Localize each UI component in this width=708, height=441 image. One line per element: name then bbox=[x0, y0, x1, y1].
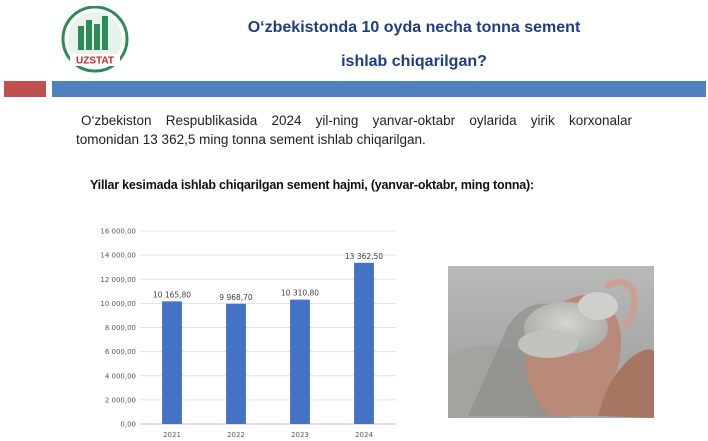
chart-heading: Yillar kesimada ishlab chiqarilgan sement hajmi, (yanvar-oktabr, ming tonna): bbox=[90, 178, 534, 192]
x-tick-label-2023: 2023 bbox=[291, 431, 309, 439]
page-title-line-1: O‘zbekistonda 10 oyda necha tonna sement bbox=[247, 19, 581, 36]
intro-paragraph-line-2: tomonidan 13 362,5 ming tonna sement ishlab chiqarilgan. bbox=[76, 132, 426, 147]
y-tick-label: 10 000,00 bbox=[100, 299, 136, 308]
accent-bar-blue bbox=[52, 81, 706, 97]
y-tick-label: 12 000,00 bbox=[100, 275, 136, 284]
bar-2022 bbox=[226, 304, 246, 424]
intro-paragraph-line-1: O‘zbekiston Respublikasida 2024 yil-ning yanvar-oktabr oylarida yirik korxonalar bbox=[81, 113, 632, 128]
x-tick-label-2024: 2024 bbox=[355, 431, 373, 439]
y-tick-label: 0,00 bbox=[120, 420, 136, 429]
data-label-2022: 9 968,70 bbox=[219, 292, 253, 302]
intro-paragraph bbox=[76, 111, 632, 149]
y-tick-label: 6 000,00 bbox=[104, 348, 136, 357]
y-tick-label: 16 000,00 bbox=[100, 227, 136, 236]
y-tick-label: 8 000,00 bbox=[104, 324, 136, 332]
bar-2021 bbox=[162, 301, 182, 424]
cement-production-chart bbox=[88, 220, 402, 441]
y-tick-label: 4 000,00 bbox=[104, 372, 136, 381]
page-title-line-2: ishlab chiqarilgan? bbox=[341, 53, 487, 70]
accent-bar-red bbox=[4, 81, 46, 97]
x-tick-label-2022: 2022 bbox=[227, 431, 245, 439]
bar-2024 bbox=[354, 263, 374, 424]
bar-chart-svg bbox=[88, 220, 402, 441]
x-tick-label-2021: 2021 bbox=[163, 431, 181, 439]
uzstat-logo bbox=[58, 6, 132, 74]
data-label-2024: 13 362,50 bbox=[344, 251, 384, 261]
data-label-2021: 10 165,80 bbox=[152, 290, 192, 300]
y-tick-label: 14 000,00 bbox=[100, 251, 136, 260]
data-label-2023: 10 310,80 bbox=[280, 288, 320, 298]
cement-hands-photo bbox=[448, 266, 654, 418]
y-tick-label: 2 000,00 bbox=[104, 396, 136, 405]
bar-2023 bbox=[290, 300, 310, 424]
logo-text: UZSTAT bbox=[76, 55, 114, 67]
